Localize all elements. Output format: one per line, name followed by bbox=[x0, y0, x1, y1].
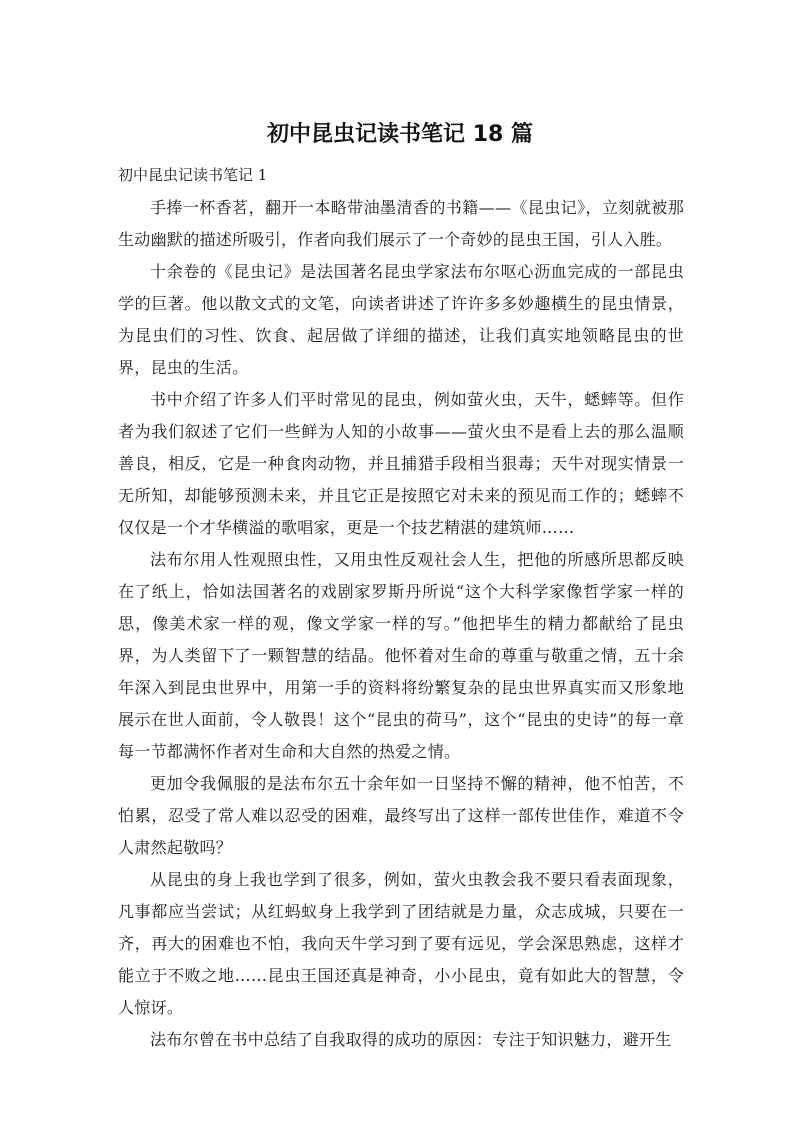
paragraph: 十余卷的《昆虫记》是法国著名昆虫学家法布尔呕心沥血完成的一部昆虫学的巨著。他以散文式的文笔，向读者讲述了许许多多妙趣横生的昆虫情景，为昆虫们的习性、饮食、起居做了详细的描述，让我们真实地领略昆虫的世界，昆虫的生活。 bbox=[118, 262, 684, 377]
paragraph: 手捧一杯香茗，翻开一本略带油墨清香的书籍——《昆虫记》，立刻就被那生动幽默的描述所吸引，作者向我们展示了一个奇妙的昆虫王国，引人入胜。 bbox=[118, 198, 684, 249]
article-body bbox=[118, 192, 684, 1056]
paragraph: 法布尔曾在书中总结了自我取得的成功的原因：专注于知识魅力，避开生 bbox=[150, 1030, 672, 1049]
paragraph: 法布尔用人性观照虫性，又用虫性反观社会人生，把他的所感所思都反映在了纸上，恰如法国著名的戏剧家罗斯丹所说“这个大科学家像哲学家一样的思，像美术家一样的观，像文学家一样的写。”他把毕生的精力都献给了昆虫界，为人类留下了一颗智慧的结晶。他怀着对生命的尊重与敬重之情，五十余年深入到昆虫世界中，用第一手的资料将纷繁复杂的昆虫世界真实而又形象地展示在世人面前，令人敬畏！这个“昆虫的荷马”，这个“昆虫的史诗”的每一章每一节都满怀作者对生命和大自然的热爱之情。 bbox=[118, 550, 684, 761]
paragraph: 书中介绍了许多人们平时常见的昆虫，例如萤火虫，天牛，蟋蟀等。但作者为我们叙述了它们一些鲜为人知的小故事——萤火虫不是看上去的那么温顺善良，相反，它是一种食肉动物，并且捕猎手段相当狠毒；天牛对现实情景一无所知，却能够预测未来，并且它正是按照它对未来的预见而工作的；蟋蟀不仅仅是一个才华横溢的歌唱家，更是一个技艺精湛的建筑师…… bbox=[118, 390, 684, 537]
page-title: 初中昆虫记读书笔记 18 篇 bbox=[267, 122, 533, 147]
paragraph: 更加令我佩服的是法布尔五十余年如一日坚持不懈的精神，他不怕苦，不怕累，忍受了常人难以忍受的困难，最终写出了这样一部传世佳作，难道不令人肃然起敬吗？ bbox=[118, 774, 684, 857]
section-heading: 初中昆虫记读书笔记 1 bbox=[118, 166, 268, 184]
paragraph: 从昆虫的身上我也学到了很多，例如，萤火虫教会我不要只看表面现象，凡事都应当尝试；从红蚂蚁身上我学到了团结就是力量，众志成城，只要在一齐，再大的困难也不怕，我向天牛学习到了要有远见，学会深思熟虑，这样才能立于不败之地……昆虫王国还真是神奇，小小昆虫，竟有如此大的智慧，令人惊讶。 bbox=[118, 870, 684, 1017]
